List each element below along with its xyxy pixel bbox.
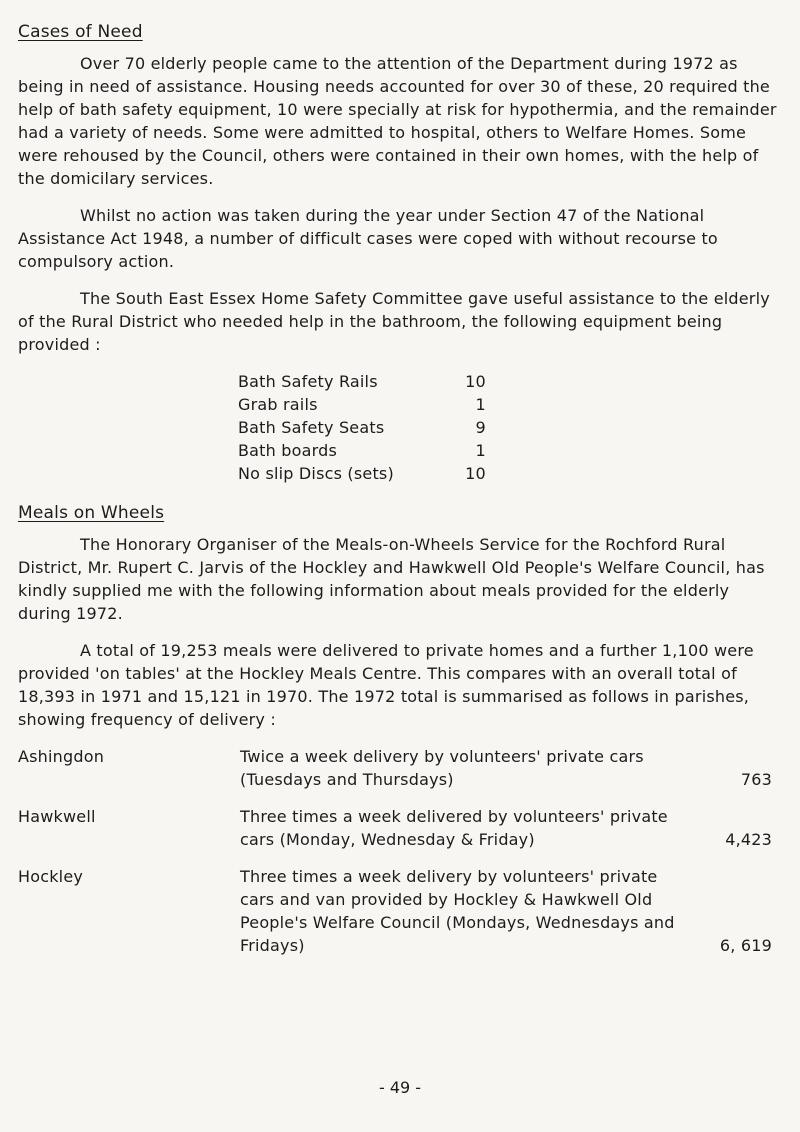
equipment-item: Grab rails	[238, 395, 318, 414]
parish-name: Hawkwell	[18, 807, 96, 826]
cases-paragraph-2: Whilst no action was taken during the year under Section 47 of the National Assistance Act 1948, a number of difficult cases were coped with without recourse to compulsory action.	[18, 206, 718, 271]
equipment-qty: 9	[475, 418, 486, 437]
equipment-qty: 1	[475, 395, 486, 414]
document-page	[18, 22, 778, 971]
parish-delivery: Three times a week delivery by volunteers' private cars and van provided by Hockley & Hawkwell Old People's Welfare Council (Mondays, Wednesdays and Fridays)	[240, 867, 675, 955]
equipment-qty: 10	[465, 464, 486, 483]
meals-paragraph-1: The Honorary Organiser of the Meals-on-Wheels Service for the Rochford Rural District, Mr. Rupert C. Jarvis of the Hockley and Hawkwell Old People's Welfare Council, has kindly supplied me with the following information about meals provided for the elderly during 1972.	[18, 535, 765, 623]
meals-paragraph-2: A total of 19,253 meals were delivered to private homes and a further 1,100 were provided 'on tables' at the Hockley Meals Centre. This compares with an overall total of 18,393 in 1971 and 15,121 in 1970. The 1972 total is summarised as follows in parishes, showing frequency of delivery :	[18, 641, 754, 729]
equipment-item: Bath Safety Rails	[238, 372, 378, 391]
page-number: - 49 -	[378, 1078, 422, 1097]
equipment-row	[238, 439, 486, 462]
parish-meal-count: 4,423	[725, 830, 772, 849]
equipment-row	[238, 393, 486, 416]
equipment-qty: 1	[475, 441, 486, 460]
parish-row	[18, 805, 778, 851]
parish-delivery: Twice a week delivery by volunteers' private cars (Tuesdays and Thursdays)	[240, 747, 644, 789]
cases-paragraph-3: The South East Essex Home Safety Committee gave useful assistance to the elderly of the Rural District who needed help in the bathroom, the following equipment being provided :	[18, 289, 770, 354]
parish-meal-count: 763	[740, 770, 772, 789]
cases-heading: Cases of Need	[18, 22, 143, 42]
parish-row	[18, 865, 778, 957]
parish-meal-count: 6, 619	[719, 936, 772, 955]
equipment-row	[238, 462, 486, 485]
equipment-qty: 10	[465, 372, 486, 391]
equipment-row	[238, 416, 486, 439]
equipment-item: No slip Discs (sets)	[238, 464, 394, 483]
parish-name: Ashingdon	[18, 747, 105, 766]
meals-heading: Meals on Wheels	[18, 503, 165, 523]
parish-row	[18, 745, 778, 791]
equipment-table	[238, 370, 486, 485]
equipment-row	[238, 370, 486, 393]
parish-name: Hockley	[18, 867, 84, 886]
parish-list	[18, 745, 778, 957]
equipment-item: Bath boards	[238, 441, 338, 460]
cases-paragraph-1: Over 70 elderly people came to the attention of the Department during 1972 as being in need of assistance. Housing needs accounted for over 30 of these, 20 required the help of bath safety equipment, 10 were specially at risk for hypothermia, and the remainder had a variety of needs. Some were admitted to hospital, others to Welfare Homes. Some were rehoused by the Council, others were contained in their own homes, with the help of the domicilary services.	[18, 54, 777, 188]
parish-delivery: Three times a week delivered by volunteers' private cars (Monday, Wednesday & Friday)	[240, 807, 668, 849]
equipment-item: Bath Safety Seats	[238, 418, 385, 437]
